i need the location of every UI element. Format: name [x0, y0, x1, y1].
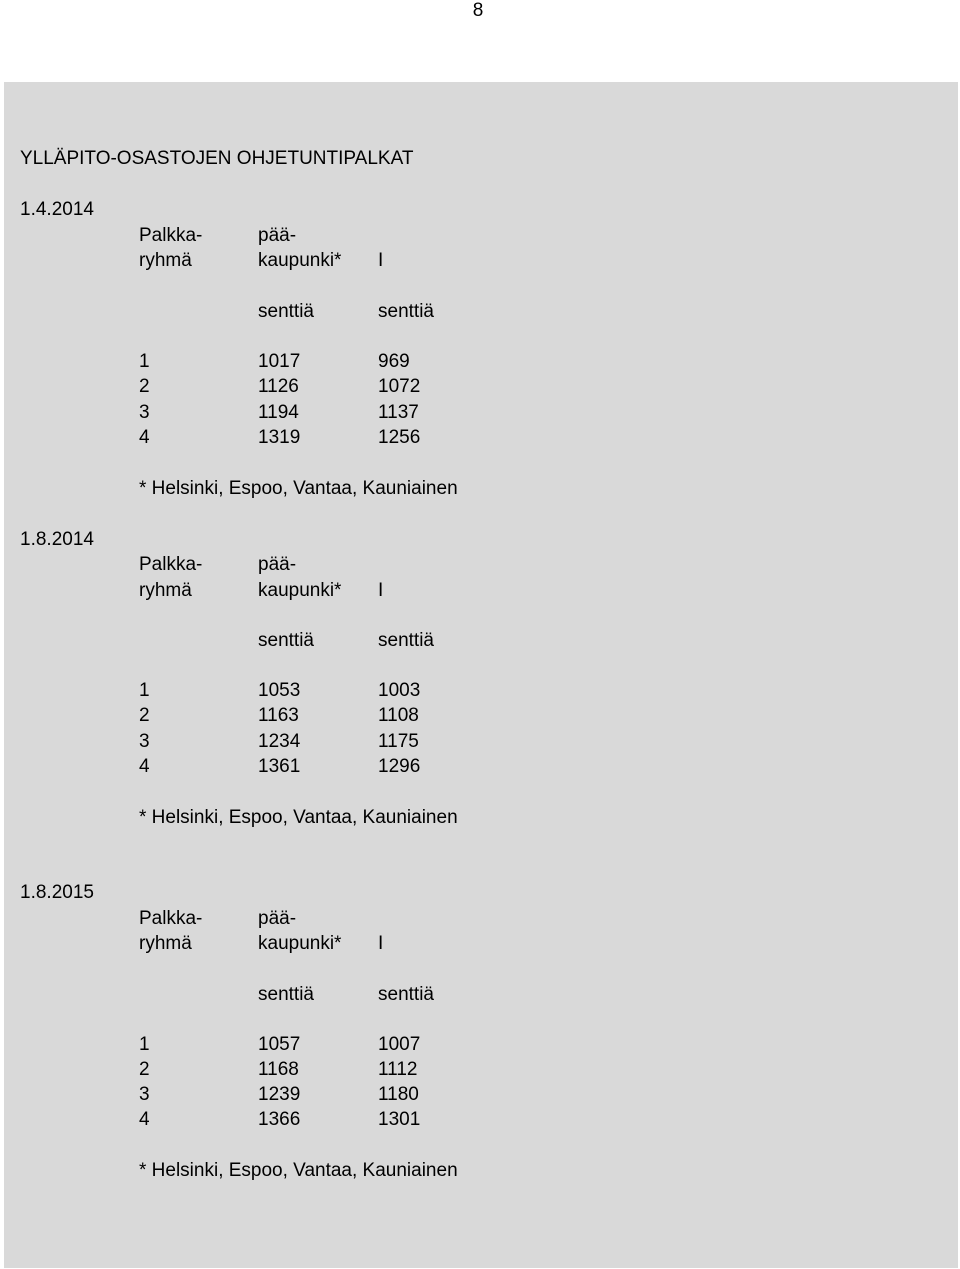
header-col1-line1: Palkka-: [139, 225, 203, 246]
header-col2-line1: pää-: [258, 554, 297, 575]
capital-rate: 1239: [258, 1084, 301, 1105]
capital-rate: 1053: [258, 680, 301, 701]
capital-rate: 1057: [258, 1034, 301, 1055]
page-number: 8: [472, 0, 484, 21]
region1-rate: 1003: [378, 680, 421, 701]
capital-rate: 1163: [258, 705, 299, 726]
header-col2-line2: kaupunki*: [258, 250, 342, 271]
section-date: 1.4.2014: [20, 199, 94, 220]
region1-rate: 1112: [378, 1059, 418, 1080]
region1-rate: 1180: [378, 1084, 419, 1105]
header-col1-line2: ryhmä: [139, 933, 192, 954]
salary-group: 4: [139, 1109, 150, 1130]
capital-rate: 1194: [258, 402, 299, 423]
salary-group: 4: [139, 427, 150, 448]
header-col2-line2: kaupunki*: [258, 933, 342, 954]
region1-rate: 1296: [378, 756, 421, 777]
unit-label-region1: senttiä: [378, 984, 434, 1005]
footnote: * Helsinki, Espoo, Vantaa, Kauniainen: [139, 478, 458, 499]
salary-group: 2: [139, 705, 150, 726]
header-col1-line2: ryhmä: [139, 580, 192, 601]
document-title: YLLÄPITO-OSASTOJEN OHJETUNTIPALKAT: [20, 148, 414, 169]
capital-rate: 1168: [258, 1059, 299, 1080]
header-col2-line2: kaupunki*: [258, 580, 342, 601]
section-date: 1.8.2015: [20, 882, 94, 903]
header-col3-line2: I: [378, 580, 384, 601]
unit-label-capital: senttiä: [258, 301, 314, 322]
salary-group: 1: [139, 351, 150, 372]
salary-group: 3: [139, 731, 150, 752]
unit-label-capital: senttiä: [258, 630, 314, 651]
region1-rate: 1072: [378, 376, 421, 397]
section-date: 1.8.2014: [20, 529, 94, 550]
unit-label-capital: senttiä: [258, 984, 314, 1005]
capital-rate: 1319: [258, 427, 301, 448]
salary-group: 2: [139, 1059, 150, 1080]
salary-group: 3: [139, 1084, 150, 1105]
capital-rate: 1361: [258, 756, 301, 777]
header-col2-line1: pää-: [258, 225, 297, 246]
capital-rate: 1126: [258, 376, 299, 397]
header-col1-line2: ryhmä: [139, 250, 192, 271]
header-col3-line2: I: [378, 933, 384, 954]
salary-group: 3: [139, 402, 150, 423]
unit-label-region1: senttiä: [378, 301, 434, 322]
salary-group: 1: [139, 1034, 150, 1055]
capital-rate: 1366: [258, 1109, 301, 1130]
footnote: * Helsinki, Espoo, Vantaa, Kauniainen: [139, 807, 458, 828]
region1-rate: 969: [378, 351, 410, 372]
header-col2-line1: pää-: [258, 908, 297, 929]
region1-rate: 1137: [378, 402, 419, 423]
region1-rate: 1007: [378, 1034, 421, 1055]
salary-group: 4: [139, 756, 150, 777]
header-col3-line2: I: [378, 250, 384, 271]
footnote: * Helsinki, Espoo, Vantaa, Kauniainen: [139, 1160, 458, 1181]
salary-group: 2: [139, 376, 150, 397]
header-col1-line1: Palkka-: [139, 908, 203, 929]
region1-rate: 1256: [378, 427, 421, 448]
header-col1-line1: Palkka-: [139, 554, 203, 575]
region1-rate: 1108: [378, 705, 419, 726]
salary-group: 1: [139, 680, 150, 701]
region1-rate: 1175: [378, 731, 419, 752]
region1-rate: 1301: [378, 1109, 421, 1130]
unit-label-region1: senttiä: [378, 630, 434, 651]
capital-rate: 1234: [258, 731, 301, 752]
capital-rate: 1017: [258, 351, 301, 372]
